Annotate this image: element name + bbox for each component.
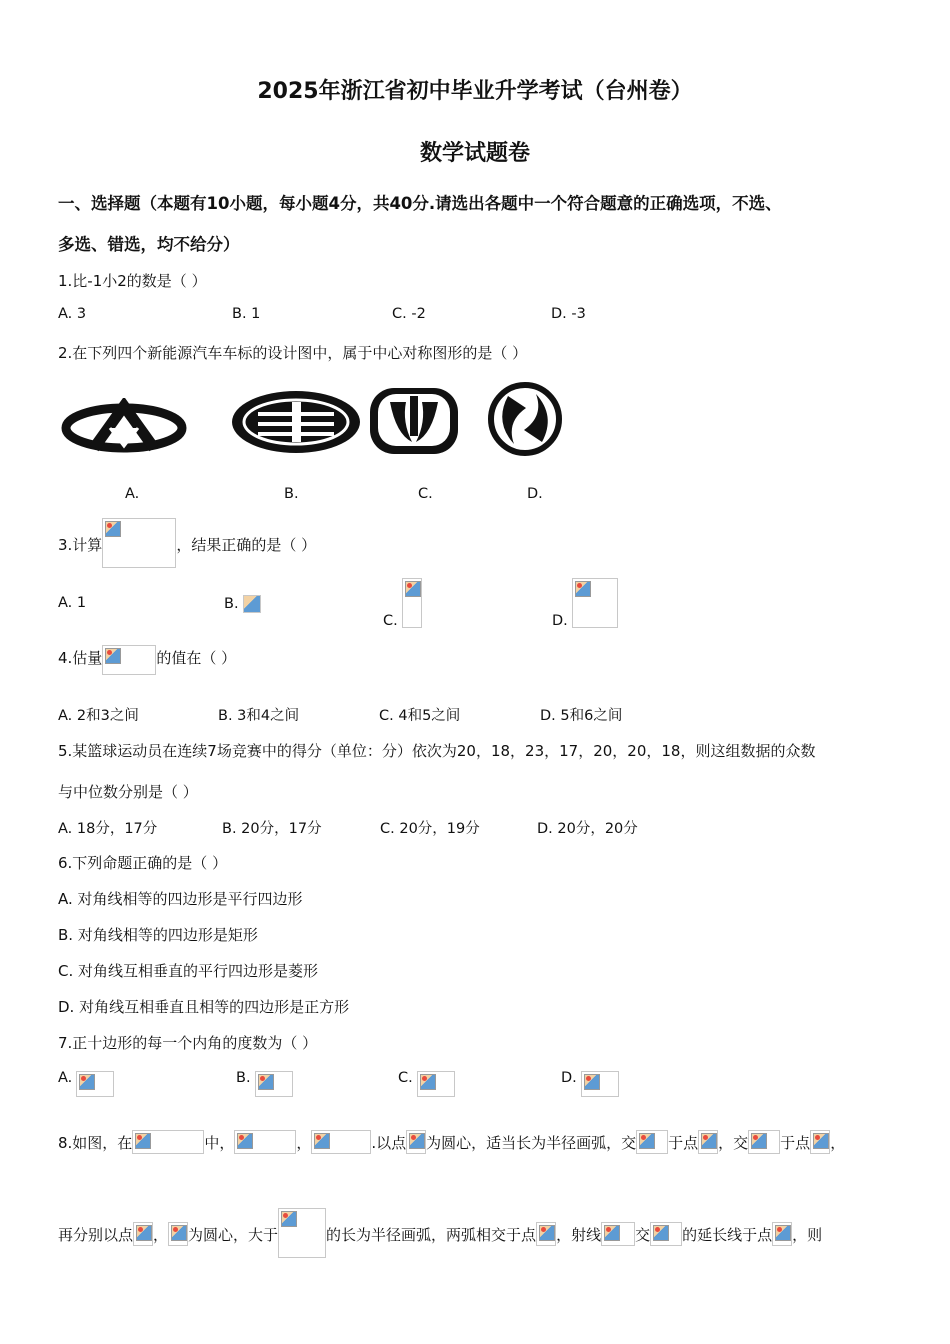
q7-option-d: D.	[561, 1070, 619, 1097]
q8-point3-image	[810, 1130, 830, 1154]
q8-point2-image	[698, 1130, 718, 1154]
section-heading-line1: 一、选择题（本题有10小题，每小题4分，共40分.请选出各题中一个符合题意的正确选项，不选、	[58, 194, 782, 213]
q6-option-c: C. 对角线互相垂直的平行四边形是菱形	[58, 962, 319, 980]
q2-option-d: D.	[527, 486, 543, 502]
q8-segment3-image	[650, 1222, 682, 1246]
q8-stem-line2: 再分别以点 ， 为圆心，大于 的长为半径画弧，两弧相交于点 ，射线 交 的延长线于点 ，则	[58, 1208, 822, 1258]
q8-triangle-image	[132, 1130, 204, 1154]
q3-stem: 3.计算 ，结果正确的是（ ）	[58, 518, 316, 568]
q5-stem-line1: 5.某篮球运动员在连续7场竞赛中的得分（单位：分）依次为20，18，23，17，20，20，18，则这组数据的众数	[58, 742, 816, 760]
q5-option-b: B. 20分，17分	[222, 821, 322, 837]
q4-option-d: D. 5和6之间	[540, 708, 623, 724]
q4-option-a: A. 2和3之间	[58, 708, 139, 724]
q7-option-d-image	[581, 1071, 619, 1097]
q3-option-b: B.	[224, 595, 261, 613]
q7-option-a-image	[76, 1071, 114, 1097]
q8-point5-image	[168, 1222, 188, 1246]
q6-option-b: B. 对角线相等的四边形是矩形	[58, 926, 258, 944]
q3-option-d: D.	[552, 578, 618, 629]
q8-stem-line1: 8.如图，在 中， ， .以点 为圆心，适当长为半径画弧，交 于点 ，交 于点 ，	[58, 1130, 845, 1154]
q2-option-a: A.	[125, 486, 140, 502]
exam-subtitle: 数学试题卷	[419, 141, 530, 166]
q7-option-a: A.	[58, 1070, 114, 1097]
q1-option-d: D. -3	[551, 306, 586, 322]
q8-condition2-image	[311, 1130, 371, 1154]
q4-option-c: C. 4和5之间	[379, 708, 461, 724]
q3-option-c-image	[402, 578, 422, 628]
q8-point6-image	[536, 1222, 556, 1246]
q8-condition1-image	[234, 1130, 296, 1154]
q7-stem: 7.正十边形的每一个内角的度数为（ ）	[58, 1034, 318, 1052]
q3-expression-image	[102, 518, 176, 568]
q3-option-d-image	[572, 578, 618, 628]
q2-stem: 2.在下列四个新能源汽车车标的设计图中，属于中心对称图形的是（ ）	[58, 344, 528, 362]
q7-option-c: C.	[398, 1070, 455, 1097]
q3-option-a: A. 1	[58, 595, 87, 611]
q6-option-d: D. 对角线互相垂直且相等的四边形是正方形	[58, 998, 350, 1016]
q3-option-c: C.	[383, 578, 422, 629]
q7-option-b-image	[255, 1071, 293, 1097]
q7-option-c-image	[417, 1071, 455, 1097]
q1-option-c: C. -2	[392, 306, 426, 322]
q5-stem-line2: 与中位数分别是（ ）	[58, 783, 198, 801]
q8-point7-image	[772, 1222, 792, 1246]
faw-logo-image	[228, 388, 364, 456]
q1-option-b: B. 1	[232, 306, 261, 322]
q4-stem: 4.估量 的值在（ ）	[58, 645, 236, 675]
q1-stem: 1.比-1小2的数是（ ）	[58, 272, 207, 290]
q1-option-a: A. 3	[58, 306, 87, 322]
q5-option-d: D. 20分，20分	[537, 821, 638, 837]
q6-option-a: A. 对角线相等的四边形是平行四边形	[58, 890, 303, 908]
q5-option-c: C. 20分，19分	[380, 821, 480, 837]
baic-logo-image	[366, 384, 462, 458]
q8-fraction-image	[278, 1208, 326, 1258]
section-heading-line2: 多选、错选，均不给分）	[58, 235, 240, 254]
q4-expression-image	[102, 645, 156, 675]
q4-option-b: B. 3和4之间	[218, 708, 300, 724]
chery-logo-image	[60, 398, 188, 458]
q8-ray-image	[601, 1222, 635, 1246]
dongfeng-logo-image	[486, 378, 564, 460]
q8-point4-image	[133, 1222, 153, 1246]
q3-option-b-image	[243, 595, 261, 613]
q8-point1-image	[406, 1130, 426, 1154]
q8-segment2-image	[748, 1130, 780, 1154]
exam-title: 2025年浙江省初中毕业升学考试（台州卷）	[257, 79, 693, 104]
q2-option-c: C.	[418, 486, 433, 502]
q8-segment1-image	[636, 1130, 668, 1154]
q6-stem: 6.下列命题正确的是（ ）	[58, 854, 228, 872]
q2-option-b: B.	[284, 486, 299, 502]
q5-option-a: A. 18分，17分	[58, 821, 158, 837]
q7-option-b: B.	[236, 1070, 293, 1097]
